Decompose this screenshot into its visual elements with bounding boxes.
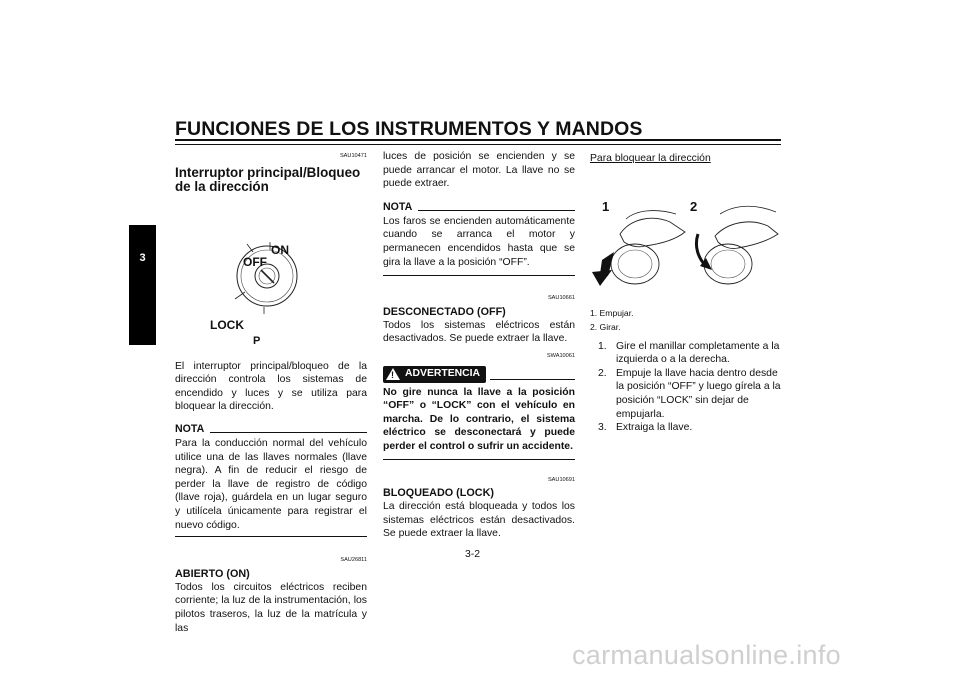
- warning-end-rule: [383, 459, 575, 460]
- on-heading: ABIERTO (ON): [175, 567, 250, 580]
- steps-list: [590, 340, 782, 435]
- watermark: carmanualsonline.info: [572, 640, 841, 670]
- diagram-label-lock: LOCK: [210, 317, 244, 332]
- header-rule-thin: [175, 144, 781, 145]
- lock-text: La dirección está bloqueada y todos los sistemas eléctricos están desactivados. Se puede extraer la llave.: [383, 501, 575, 540]
- list-item: 2. Empuje la llave hacia dentro desde la posición “OFF” y luego gírela a la posición “LOCK” sin dejar de empujarla.: [598, 367, 781, 420]
- lock-heading: BLOQUEADO (LOCK): [383, 487, 494, 500]
- header-rule: [175, 139, 781, 141]
- note-label: NOTA: [175, 422, 205, 435]
- diagram-label-on: ON: [271, 242, 289, 257]
- ignition-switch-diagram: [175, 194, 367, 347]
- diagram-label-off: OFF: [243, 254, 267, 269]
- section-code: SAU10691: [547, 476, 575, 483]
- warning-text: No gire nunca la llave a la posición “OFF” o “LOCK” con el vehículo en marcha. De lo contrario, el sistema eléctrico se desconectará y puede perder el control o sufrir un accidente.: [383, 386, 575, 452]
- note-text: Para la conducción normal del vehículo utilice una de las llaves normales (llave negra). A fin de reducir el riesgo de perder la llave de registro de código (llave roja), guárdela en un lugar seguro y utilícela únicamente para registrar el nuevo código.: [175, 437, 367, 531]
- section-code: SAU26811: [340, 557, 367, 564]
- off-text: Todos los sistemas eléctricos están desactivados. Se puede extraer la llave.: [383, 319, 575, 345]
- intro-paragraph: El interruptor principal/bloqueo de la dirección controla los sistemas de encendido y luces y se utiliza para bloquear la dirección.: [175, 360, 367, 413]
- list-item: 1. Gire el manillar completamente a la izquierda o a la derecha.: [598, 340, 780, 366]
- warning-code: SWA10061: [546, 352, 575, 359]
- figure-label-1: 1: [602, 198, 610, 214]
- warning-header: [383, 366, 575, 383]
- figure-caption-1: 1. Empujar.: [590, 307, 634, 318]
- chapter-number: 3: [139, 252, 146, 264]
- continued-text: luces de posición se encienden y se puede arrancar el motor. La llave no se puede extraer.: [383, 151, 575, 190]
- column-1: [175, 150, 367, 635]
- section-code: SAU10471: [339, 153, 367, 159]
- warning-label: ADVERTENCIA: [405, 368, 481, 380]
- chapter-tab: [129, 225, 156, 345]
- note-header: [383, 201, 575, 213]
- list-item: 3. Extraiga la llave.: [598, 422, 693, 434]
- section-code: SAU10661: [547, 295, 575, 302]
- steering-lock-figure: [590, 174, 782, 298]
- steering-lock-subheading: Para bloquear la dirección: [590, 153, 711, 164]
- steering-lock-illustration: [590, 174, 782, 298]
- column-3: [590, 152, 782, 435]
- diagram-label-p: P: [253, 334, 261, 347]
- warning-icon: !: [386, 368, 400, 380]
- section-heading: Interruptor principal/Bloqueo de la dirección: [175, 164, 361, 194]
- column-2: [383, 150, 575, 541]
- page-number: 3-2: [465, 549, 481, 560]
- note-end-rule: [383, 275, 575, 276]
- on-text: Todos los circuitos eléctricos reciben corriente; la luz de la instrumentación, los pilotos traseros, la luz de la matrícula y las: [175, 581, 367, 634]
- warning-badge: [383, 366, 486, 383]
- page-header-title: FUNCIONES DE LOS INSTRUMENTOS Y MANDOS: [175, 118, 643, 140]
- note-header: [175, 423, 367, 435]
- off-heading: DESCONECTADO (OFF): [383, 305, 506, 318]
- figure-caption-2: 2. Girar.: [590, 321, 621, 332]
- note-end-rule: [175, 536, 367, 537]
- figure-label-2: 2: [690, 198, 698, 214]
- ignition-switch-illustration: [175, 194, 367, 344]
- note-label: NOTA: [383, 200, 413, 213]
- note-text: Los faros se encienden automáticamente cuando se arranca el motor y permanecen encendidos hasta que se gira la llave a la posición “OFF”.: [383, 215, 575, 268]
